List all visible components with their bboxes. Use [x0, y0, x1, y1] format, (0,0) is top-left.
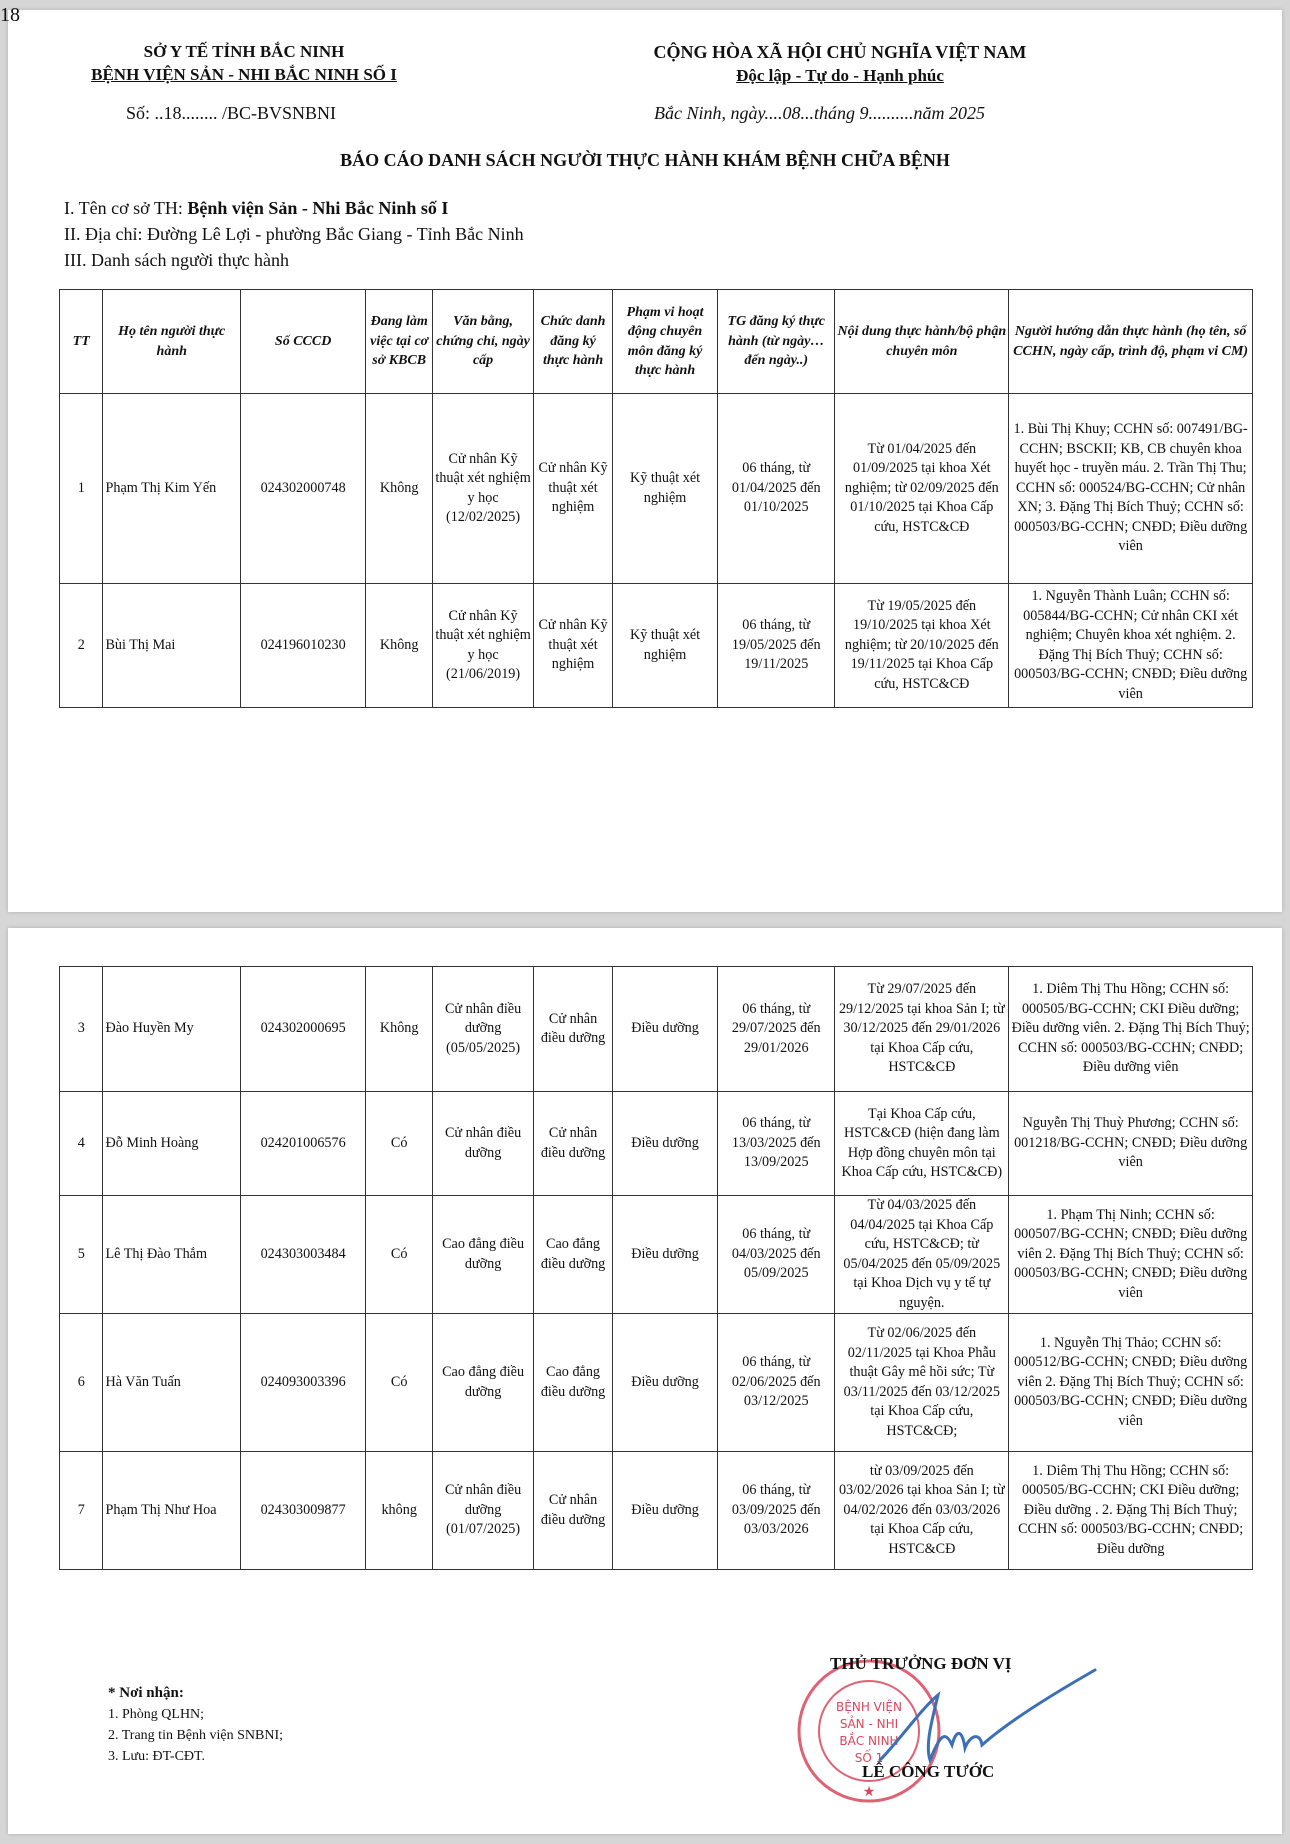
cell-working: Có [366, 1196, 433, 1314]
cell-name: Phạm Thị Kim Yến [103, 394, 240, 584]
cell-cccd: 024302000748 [240, 394, 365, 584]
signature-title: THỦ TRƯỞNG ĐƠN VỊ [830, 1654, 1012, 1673]
report-title: BÁO CÁO DANH SÁCH NGƯỜI THỰC HÀNH KHÁM BỆNH CHỮA BỆNH [340, 150, 950, 170]
cell-scope: Điều dưỡng [612, 1092, 717, 1196]
issuer-header [64, 40, 424, 86]
cell-scope: Điều dưỡng [612, 1314, 717, 1452]
table-row [60, 1452, 1253, 1570]
cell-degree: Cao đẳng điều dưỡng [433, 1196, 534, 1314]
cell-title: Cử nhân Kỹ thuật xét nghiệm [534, 394, 613, 584]
cell-content: từ 03/09/2025 đến 03/02/2026 tại khoa Sản I; từ 04/02/2026 đến 03/03/2026 tại Khoa Cấp cứu, HSTC&CĐ [835, 1452, 1009, 1570]
stamp-line: SỐ 1 [854, 1751, 884, 1765]
cell-title: Cử nhân Kỹ thuật xét nghiệm [534, 584, 613, 708]
column-header: Số CCCD [240, 290, 365, 394]
cell-title: Cao đẳng điều dưỡng [534, 1314, 613, 1452]
cell-working: không [366, 1452, 433, 1570]
cell-tt: 7 [60, 1452, 103, 1570]
cell-title: Cử nhân điều dưỡng [534, 1092, 613, 1196]
national-header [600, 40, 1080, 88]
column-header: Họ tên người thực hành [103, 290, 240, 394]
cell-scope: Điều dưỡng [612, 1196, 717, 1314]
signatory-name: LÊ CÔNG TƯỚC [862, 1762, 995, 1781]
column-header: Người hướng dẫn thực hành (họ tên, số CCHN, ngày cấp, trình độ, phạm vi CM) [1009, 290, 1253, 394]
facility-line [64, 198, 448, 219]
cell-scope: Kỹ thuật xét nghiệm [612, 584, 717, 708]
issuer-department: SỞ Y TẾ TỈNH BẮC NINH [143, 42, 345, 61]
practitioner-table-page-1 [59, 289, 1253, 708]
national-title: CỘNG HÒA XÃ HỘI CHỦ NGHĨA VIỆT NAM [653, 42, 1027, 62]
cell-cccd: 024093003396 [240, 1314, 365, 1452]
cell-mentor: 1. Diêm Thị Thu Hồng; CCHN số: 000505/BG-CCHN; CKI Điều dưỡng; Điều dưỡng . 2. Đặng Thị Bích Thuỷ; CCHN số: 000503/BG-CCHN; CNĐD; Điều dưỡng [1009, 1452, 1253, 1570]
cell-degree: Cao đẳng điều dưỡng [433, 1314, 534, 1452]
recipient-item: 2. Trang tin Bệnh viện SNBNI; [108, 1728, 284, 1743]
issuer-hospital: BỆNH VIỆN SẢN - NHI BẮC NINH SỐ I [91, 65, 397, 84]
cell-cccd: 024303003484 [240, 1196, 365, 1314]
cell-period: 06 tháng, từ 13/03/2025 đến 13/09/2025 [718, 1092, 835, 1196]
column-header: Nội dung thực hành/bộ phận chuyên môn [835, 290, 1009, 394]
cell-period: 06 tháng, từ 04/03/2025 đến 05/09/2025 [718, 1196, 835, 1314]
cell-cccd: 024303009877 [240, 1452, 365, 1570]
cell-working: Không [366, 967, 433, 1092]
recipient-item: 1. Phòng QLHN; [108, 1707, 205, 1722]
table-row [60, 1314, 1253, 1452]
cell-tt: 6 [60, 1314, 103, 1452]
page-number: 18 [0, 4, 20, 26]
cell-name: Phạm Thị Như Hoa [103, 1452, 240, 1570]
cell-degree: Cử nhân điều dưỡng (05/05/2025) [433, 967, 534, 1092]
cell-name: Lê Thị Đào Thắm [103, 1196, 240, 1314]
stamp-line: BỆNH VIỆN [836, 1700, 902, 1714]
document-number: Số: ..18........ /BC-BVSNBNI [126, 103, 337, 123]
cell-content: Từ 02/06/2025 đến 02/11/2025 tại Khoa Phẫu thuật Gây mê hồi sức; Từ 03/11/2025 đến 03/12/2025 tại Khoa Cấp cứu, HSTC&CĐ; [835, 1314, 1009, 1452]
cell-tt: 4 [60, 1092, 103, 1196]
cell-working: Không [366, 394, 433, 584]
column-header: Đang làm việc tại cơ sở KBCB [366, 290, 433, 394]
table-row [60, 584, 1253, 708]
cell-period: 06 tháng, từ 02/06/2025 đến 03/12/2025 [718, 1314, 835, 1452]
recipients-heading: * Nơi nhận: [108, 1685, 184, 1701]
facility-name: Bệnh viện Sản - Nhi Bắc Ninh số I [187, 198, 449, 218]
cell-content: Từ 04/03/2025 đến 04/04/2025 tại Khoa Cấp cứu, HSTC&CĐ; từ 05/04/2025 đến 05/09/2025 tại Khoa Dịch vụ y tế tự nguyện. [835, 1196, 1009, 1314]
cell-tt: 5 [60, 1196, 103, 1314]
document-date: Bắc Ninh, ngày....08...tháng 9..........năm 2025 [654, 103, 985, 123]
cell-name: Hà Văn Tuấn [103, 1314, 240, 1452]
table-row [60, 394, 1253, 584]
cell-content: Từ 29/07/2025 đến 29/12/2025 tại khoa Sản I; từ 30/12/2025 đến 29/01/2026 tại Khoa Cấp cứu, HSTC&CĐ [835, 967, 1009, 1092]
recipient-item: 3. Lưu: ĐT-CĐT. [108, 1749, 206, 1764]
cell-degree: Cử nhân điều dưỡng (01/07/2025) [433, 1452, 534, 1570]
cell-scope: Điều dưỡng [612, 1452, 717, 1570]
cell-content: Tại Khoa Cấp cứu, HSTC&CĐ (hiện đang làm Hợp đồng chuyên môn tại Khoa Cấp cứu, HSTC&CĐ) [835, 1092, 1009, 1196]
address-line: II. Địa chỉ: Đường Lê Lợi - phường Bắc Giang - Tỉnh Bắc Ninh [64, 224, 524, 244]
cell-mentor: 1. Bùi Thị Khuy; CCHN số: 007491/BG-CCHN; BSCKII; KB, CB chuyên khoa huyết học - truyền máu. 2. Trần Thị Thu; CCHN số: 000524/BG-CCHN; Cử nhân XN; 3. Đặng Thị Bích Thuỷ; CCHN số: 000503/BG-CCHN; CNĐD; Điều dưỡng viên [1009, 394, 1253, 584]
list-heading: III. Danh sách người thực hành [64, 250, 289, 270]
table-row [60, 967, 1253, 1092]
cell-period: 06 tháng, từ 03/09/2025 đến 03/03/2026 [718, 1452, 835, 1570]
cell-mentor: 1. Nguyễn Thị Thảo; CCHN số: 000512/BG-CCHN; CNĐD; Điều dưỡng viên 2. Đặng Thị Bích Thuỷ; CCHN số: 000503/BG-CCHN; CNĐD; Điều dưỡng viên [1009, 1314, 1253, 1452]
cell-content: Từ 01/04/2025 đến 01/09/2025 tại khoa Xét nghiệm; từ 02/09/2025 đến 01/10/2025 tại Khoa Cấp cứu, HSTC&CĐ [835, 394, 1009, 584]
cell-name: Đỗ Minh Hoàng [103, 1092, 240, 1196]
cell-working: Có [366, 1314, 433, 1452]
cell-mentor: 1. Diêm Thị Thu Hồng; CCHN số: 000505/BG-CCHN; CKI Điều dưỡng; Điều dưỡng viên. 2. Đặng Thị Bích Thuỷ; CCHN số: 000503/BG-CCHN; CNĐD; Điều dưỡng viên [1009, 967, 1253, 1092]
table-row [60, 1196, 1253, 1314]
column-header: TT [60, 290, 103, 394]
practitioner-table-page-2 [59, 966, 1253, 1570]
cell-degree: Cử nhân Kỹ thuật xét nghiệm y học (12/02/2025) [433, 394, 534, 584]
cell-degree: Cử nhân Kỹ thuật xét nghiệm y học (21/06/2019) [433, 584, 534, 708]
cell-scope: Điều dưỡng [612, 967, 717, 1092]
recipients-block [108, 1683, 283, 1767]
cell-name: Đào Huyền My [103, 967, 240, 1092]
cell-title: Cao đẳng điều dưỡng [534, 1196, 613, 1314]
cell-tt: 2 [60, 584, 103, 708]
cell-degree: Cử nhân điều dưỡng [433, 1092, 534, 1196]
column-header: Phạm vi hoạt động chuyên môn đăng ký thực hành [612, 290, 717, 394]
cell-cccd: 024302000695 [240, 967, 365, 1092]
cell-period: 06 tháng, từ 29/07/2025 đến 29/01/2026 [718, 967, 835, 1092]
cell-tt: 3 [60, 967, 103, 1092]
facility-label: I. Tên cơ sở TH: [64, 198, 188, 218]
cell-title: Cử nhân điều dưỡng [534, 967, 613, 1092]
stamp-line: BẮC NINH [839, 1734, 899, 1748]
cell-content: Từ 19/05/2025 đến 19/10/2025 tại khoa Xét nghiệm; từ 20/10/2025 đến 19/11/2025 tại Khoa Cấp cứu, HSTC&CĐ [835, 584, 1009, 708]
cell-mentor: Nguyễn Thị Thuỳ Phương; CCHN số: 001218/BG-CCHN; CNĐD; Điều dưỡng viên [1009, 1092, 1253, 1196]
column-header: Văn bằng, chứng chỉ, ngày cấp [433, 290, 534, 394]
table-header-row [60, 290, 1253, 394]
stamp-line: SẢN - NHI [839, 1717, 899, 1731]
stamp-star-icon: ★ [862, 1785, 876, 1800]
cell-period: 06 tháng, từ 19/05/2025 đến 19/11/2025 [718, 584, 835, 708]
cell-cccd: 024201006576 [240, 1092, 365, 1196]
cell-mentor: 1. Phạm Thị Ninh; CCHN số: 000507/BG-CCHN; CNĐD; Điều dưỡng viên 2. Đặng Thị Bích Thuỷ; CCHN số: 000503/BG-CCHN; CNĐD; Điều dưỡng viên [1009, 1196, 1253, 1314]
cell-tt: 1 [60, 394, 103, 584]
cell-working: Có [366, 1092, 433, 1196]
table-row [60, 1092, 1253, 1196]
cell-working: Không [366, 584, 433, 708]
column-header: Chức danh đăng ký thực hành [534, 290, 613, 394]
column-header: TG đăng ký thực hành (từ ngày…đến ngày..) [718, 290, 835, 394]
cell-period: 06 tháng, từ 01/04/2025 đến 01/10/2025 [718, 394, 835, 584]
cell-scope: Kỹ thuật xét nghiệm [612, 394, 717, 584]
cell-cccd: 024196010230 [240, 584, 365, 708]
cell-title: Cử nhân điều dưỡng [534, 1452, 613, 1570]
national-motto: Độc lập - Tự do - Hạnh phúc [736, 66, 944, 85]
cell-mentor: 1. Nguyễn Thành Luân; CCHN số: 005844/BG-CCHN; Cử nhân CKI xét nghiệm; Chuyên khoa xét nghiệm. 2. Đặng Thị Bích Thuỷ; CCHN số: 000503/BG-CCHN; CNĐD; Điều dưỡng viên [1009, 584, 1253, 708]
cell-name: Bùi Thị Mai [103, 584, 240, 708]
